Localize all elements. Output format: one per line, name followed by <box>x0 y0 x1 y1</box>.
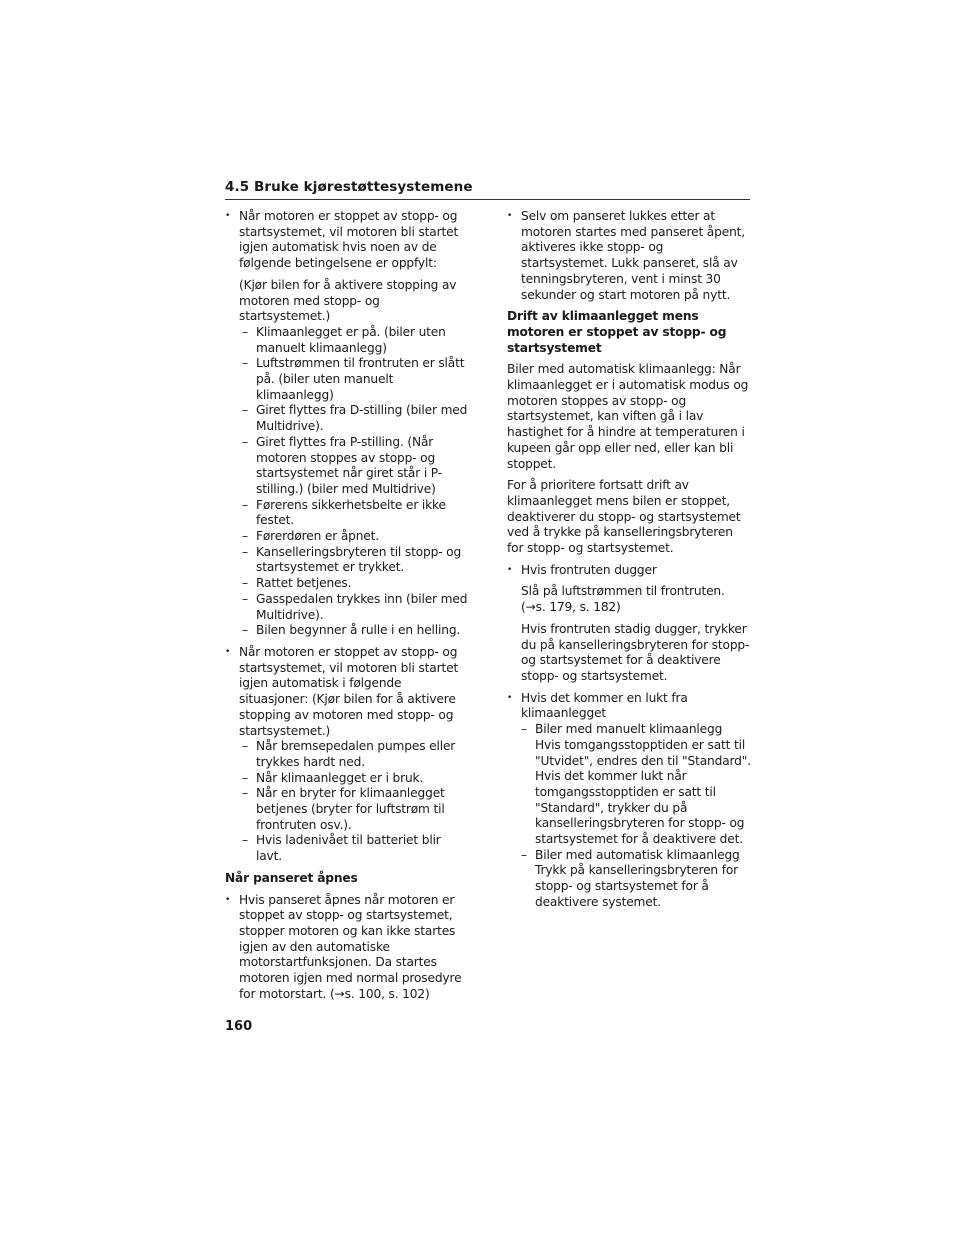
page-number: 160 <box>225 1019 253 1034</box>
bullet-note: (Kjør bilen for å aktivere stopping av motoren med stopp- og startsystemet.) <box>239 277 457 324</box>
list-item: – Når klimaanlegget er i bruk. <box>225 771 470 787</box>
heading-ac-operation: Drift av klimaanlegget mens motoren er stoppet av stopp- og startsystemet <box>507 309 727 355</box>
list-item: – Giret flyttes fra P-stilling. (Når motoren stoppes av stopp- og startsystemet når giret står i P-stilling.) (biler med Multidrive) <box>225 435 470 498</box>
list-item: – Hvis ladenivået til batteriet blir lavt. <box>225 833 470 864</box>
list-item: – Bilen begynner å rulle i en helling. <box>225 623 470 639</box>
bullet-lead: • Når motoren er stoppet av stopp- og startsystemet, vil motoren bli startet igjen automatisk i følgende situasjoner: (Kjør bilen for å aktivere stopping av motoren med stopp- og startsystemet.) <box>239 644 459 738</box>
list-item: – Førerdøren er åpnet. <box>225 529 470 545</box>
bullet-paragraph: Hvis frontruten stadig dugger, trykker du på kanselleringsbryteren for stopp- og startsystemet for å deaktivere stopp- og startsystemet. <box>521 621 750 683</box>
list-item-text: Trykk på kanselleringsbryteren for stopp- og startsystemet for å deaktivere systemet. <box>535 863 739 909</box>
list-item: – Førerens sikkerhetsbelte er ikke festet. <box>225 498 470 529</box>
list-item: – Klimaanlegget er på. (biler uten manuelt klimaanlegg) <box>225 325 470 356</box>
bullet-restart-situations <box>225 645 470 865</box>
section-header: 4.5 Bruke kjørestøttesystemene <box>225 179 473 195</box>
list-item: – Biler med automatisk klimaanlegg <box>507 848 752 864</box>
bullet-lead: • Når motoren er stoppet av stopp- og startsystemet, vil motoren bli startet igjen automatisk hvis noen av de følgende betingelsene er oppfylt: <box>239 209 459 271</box>
bullet-hood-closed <box>507 209 752 303</box>
bullet-text: • Selv om panseret lukkes etter at motoren startes med panseret åpent, aktiveres ikke stopp- og startsystemet. Lukk panseret, slå av tenningsbryteren, vent i minst 30 sekunder og start motoren på nytt. <box>521 209 745 302</box>
bullet-lead: • Hvis frontruten dugger <box>521 562 657 577</box>
bullet-paragraph: Slå på luftstrømmen til frontruten. (→s. 179, s. 182) <box>521 584 725 615</box>
list-item-text: Hvis tomgangsstopptiden er satt til "Utvidet", endres den til "Standard". Hvis det kommer lukt når tomgangsstopptiden er satt til "Standard", trykker du på kanselleringsbryteren for stopp- og startsystemet for å deaktivere det. <box>535 737 751 847</box>
list-item: – Gasspedalen trykkes inn (biler med Multidrive). <box>225 592 470 623</box>
header-divider <box>225 199 750 200</box>
paragraph: For å prioritere fortsatt drift av klimaanlegget mens bilen er stoppet, deaktiverer du stopp- og startsystemet ved å trykke på kanselleringsbryteren for stopp- og startsystemet. <box>507 478 741 556</box>
list-item: – Giret flyttes fra D-stilling (biler med Multidrive). <box>225 403 470 434</box>
list-item: – Når en bryter for klimaanlegget betjenes (bryter for luftstrøm til frontruten osv.). <box>225 786 470 833</box>
bullet-lead: • Hvis det kommer en lukt fra klimaanlegget <box>521 690 688 721</box>
list-item: – Luftstrømmen til frontruten er slått på. (biler uten manuelt klimaanlegg) <box>225 356 470 403</box>
list-item: – Kanselleringsbryteren til stopp- og startsystemet er trykket. <box>225 545 470 576</box>
list-item: – Biler med manuelt klimaanlegg <box>507 722 752 738</box>
bullet-hood-opened <box>225 893 470 1003</box>
left-column <box>225 209 470 1002</box>
bullet-ac-odor <box>507 691 752 911</box>
list-item: – Når bremsepedalen pumpes eller trykkes hardt ned. <box>225 739 470 770</box>
bullet-windshield-fog <box>507 563 752 685</box>
bullet-text: • Hvis panseret åpnes når motoren er stoppet av stopp- og startsystemet, stopper motoren og kan ikke startes igjen av den automatiske motorstartfunksjonen. Da startes motoren igjen med normal prosedyre for motorstart. (→s. 100, s. 102) <box>239 892 462 1001</box>
heading-hood-opened: Når panseret åpnes <box>225 870 358 885</box>
paragraph: Biler med automatisk klimaanlegg: Når klimaanlegget er i automatisk modus og motoren stoppes av stopp- og startsystemet, kan viften gå i lav hastighet for å hindre at temperaturen i kupeen går opp eller ned, eller kan bli stoppet. <box>507 362 749 471</box>
right-column <box>507 209 752 911</box>
list-item: – Rattet betjenes. <box>225 576 470 592</box>
bullet-restart-conditions <box>225 209 470 639</box>
